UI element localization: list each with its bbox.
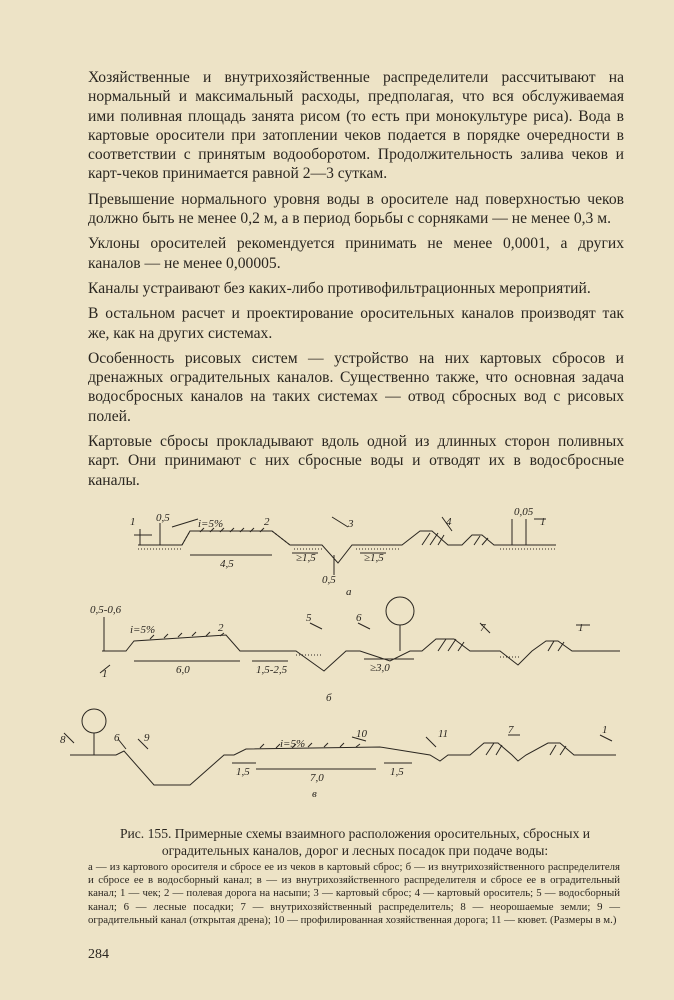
a-dim-4-5: 4,5 xyxy=(220,558,234,570)
b-label: б xyxy=(326,692,332,704)
cross-section-diagrams xyxy=(60,505,640,823)
b-number-5: 5 xyxy=(306,612,312,624)
figure-caption: Рис. 155. Примерные схемы взаимного расположения оросительных, сбросных и оградительных каналов, дорог и лесных посадок при подаче воды: xyxy=(119,826,591,858)
b-number-1-right: 1 xyxy=(578,622,584,634)
c-number-8: 8 xyxy=(60,734,66,746)
b-number-1-left: 1 xyxy=(102,668,108,680)
c-number-1: 1 xyxy=(602,724,608,736)
a-number-1: 1 xyxy=(130,516,136,528)
a-dim-0-5-bottom: 0,5 xyxy=(322,574,336,586)
scheme-c xyxy=(64,709,616,785)
b-number-7: 7 xyxy=(480,622,486,634)
paragraph-7: Картовые сбросы прокладывают вдоль одной из длинных сторон поливных карт. Они принимают с них сбросные воды и отводят их в водосбросные каналы. xyxy=(88,433,624,489)
b-dim-0-5-0-6: 0,5-0,6 xyxy=(90,604,122,616)
a-number-2: 2 xyxy=(264,516,270,528)
figure-legend: а — из картового оросителя и сбросе ее из чеков в картовый сброс; б — из внутрихозяйственного распределителя и сбросе ее в водосборный канал; в — из внутрихозяйственного распределителя и сбросе ее в оградительный канал; 1 — чек; 2 — полевая дорога на насыпи; 3 — картовый сброс; 4 — картовый ороситель; 5 — водосборный канал; 6 — лесные посадки; 7 — внутрихозяйственный распределитель; 8 — неорошаемые земли; 9 — оградительный канал (открытая дрена); 10 — профилированная хозяйственная дорога; 11 — кювет. (Размеры в м.) xyxy=(88,861,620,926)
paragraph-5: В остальном расчет и проектирование оросительных каналов производят так же, как на других системах. xyxy=(88,305,624,342)
a-slope: i=5% xyxy=(198,518,224,530)
paragraph-3: Уклоны оросителей рекомендуется принимать не менее 0,0001, а других каналов — не менее 0,00005. xyxy=(88,235,624,272)
b-number-6: 6 xyxy=(356,612,362,624)
paragraph-6: Особенность рисовых систем — устройство на них картовых сбросов и дренажных оградительных каналов. Существенно также, что основная задача водосбросных каналов на таких системах — отвод сбросных вод с рисовых полей. xyxy=(88,349,624,425)
scheme-b xyxy=(100,597,620,673)
b-dim-3-0: ≥3,0 xyxy=(370,662,390,674)
paragraph-1: Хозяйственные и внутрихозяйственные распределители рассчитывают на нормальный и максимальный расходы, предполагая, что вся обслуживаемая ими поливная площадь занята рисом (то есть при монокультуре риса). Вода в картовые оросители при затоплении чеков подается в порядке очередности в соответствии с принятым водооборотом. Продолжительность залива чеков и карт-чеков принимается равной 2—3 суткам. xyxy=(88,69,624,183)
c-slope: i=5% xyxy=(280,738,306,750)
a-dim-0-5: 0,5 xyxy=(156,512,170,524)
c-number-10: 10 xyxy=(356,728,367,740)
a-dim-1-5-right: ≥1,5 xyxy=(364,552,384,564)
figure-155 xyxy=(60,505,640,823)
a-dim-1-5-left: ≥1,5 xyxy=(296,552,316,564)
b-dim-6-0: 6,0 xyxy=(176,664,190,676)
c-dim-7-0: 7,0 xyxy=(310,772,324,784)
page-number: 284 xyxy=(88,947,109,962)
b-number-2: 2 xyxy=(218,622,224,634)
c-dim-1-5-right: 1,5 xyxy=(390,766,404,778)
c-number-7: 7 xyxy=(508,724,514,736)
a-number-3: 3 xyxy=(348,518,354,530)
paragraph-2: Превышение нормального уровня воды в оросителе над поверхностью чеков должно быть не менее 0,2 м, а в период борьбы с сорняками — не менее 0,3 м. xyxy=(88,190,624,228)
b-slope: i=5% xyxy=(130,624,156,636)
a-number-4: 4 xyxy=(446,516,452,528)
c-number-6: 6 xyxy=(114,732,120,744)
body-text xyxy=(88,68,624,496)
b-dim-1-5-2-5: 1,5-2,5 xyxy=(256,664,288,676)
a-number-1-right: 1 xyxy=(540,516,546,528)
c-number-9: 9 xyxy=(144,732,150,744)
c-number-11: 11 xyxy=(438,728,449,740)
c-label: в xyxy=(312,788,317,800)
a-dim-0-05: 0,05 xyxy=(514,506,534,518)
paragraph-4: Каналы устраивают без каких-либо противофильтрационных мероприятий. xyxy=(88,279,591,297)
a-label: а xyxy=(346,586,352,598)
c-dim-1-5-left: 1,5 xyxy=(236,766,250,778)
